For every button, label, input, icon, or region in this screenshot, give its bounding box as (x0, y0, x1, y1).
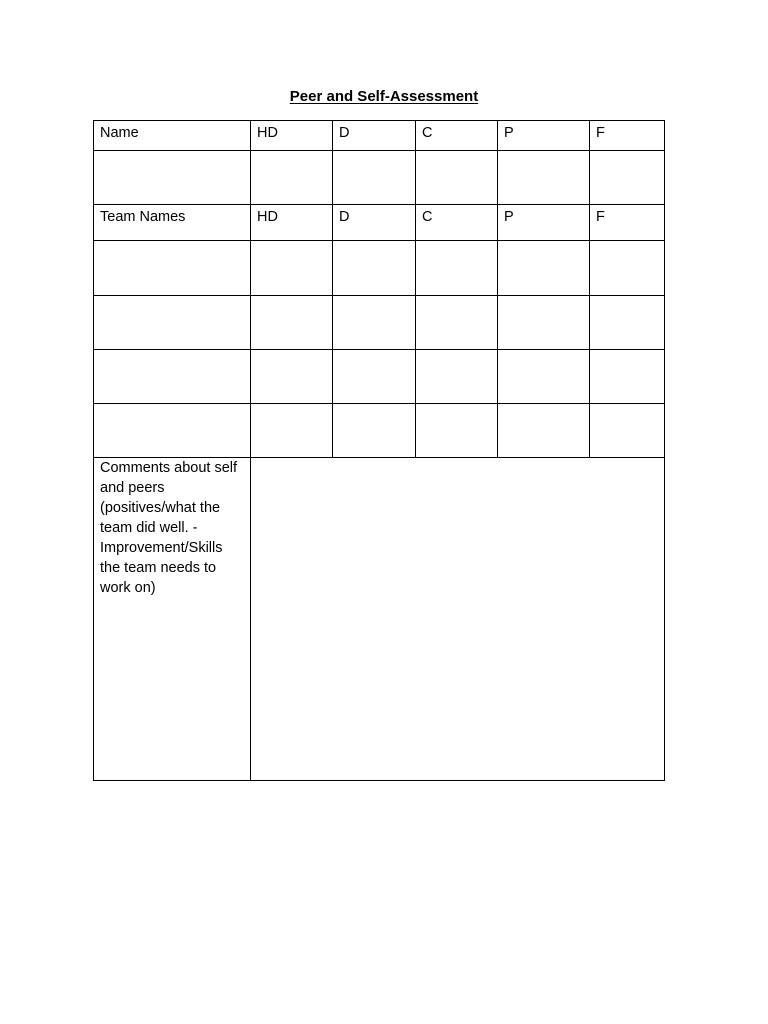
self-name-cell[interactable] (94, 151, 251, 205)
team-member-name-cell[interactable] (94, 350, 251, 404)
assessment-table (93, 120, 665, 781)
team-grade-header-f: F (590, 205, 665, 241)
team-member-row (94, 296, 665, 350)
team-member-grade-f-cell[interactable] (590, 404, 665, 458)
team-member-grade-f-cell[interactable] (590, 350, 665, 404)
comments-entry-cell[interactable] (251, 458, 665, 781)
grade-header-d: D (333, 121, 416, 151)
comments-row (94, 458, 665, 781)
team-member-row (94, 404, 665, 458)
team-grade-header-p: P (498, 205, 590, 241)
team-header-row (94, 205, 665, 241)
team-names-header-cell: Team Names (94, 205, 251, 241)
team-member-grade-d-cell[interactable] (333, 296, 416, 350)
team-member-grade-p-cell[interactable] (498, 241, 590, 296)
self-grade-c-cell[interactable] (416, 151, 498, 205)
team-member-grade-p-cell[interactable] (498, 404, 590, 458)
team-member-grade-c-cell[interactable] (416, 350, 498, 404)
team-member-grade-d-cell[interactable] (333, 241, 416, 296)
team-grade-header-hd: HD (251, 205, 333, 241)
team-member-grade-c-cell[interactable] (416, 404, 498, 458)
team-member-grade-p-cell[interactable] (498, 296, 590, 350)
team-member-name-cell[interactable] (94, 296, 251, 350)
team-member-grade-hd-cell[interactable] (251, 404, 333, 458)
grade-header-p: P (498, 121, 590, 151)
team-member-name-cell[interactable] (94, 404, 251, 458)
team-grade-header-c: C (416, 205, 498, 241)
self-grade-hd-cell[interactable] (251, 151, 333, 205)
name-header-cell: Name (94, 121, 251, 151)
self-grade-p-cell[interactable] (498, 151, 590, 205)
self-entry-row (94, 151, 665, 205)
team-member-row (94, 241, 665, 296)
comments-label-cell: Comments about self and peers (positives/what the team did well. - Improvement/Skills the team needs to work on) (94, 458, 251, 781)
document-title: Peer and Self-Assessment (289, 88, 479, 105)
grade-header-c: C (416, 121, 498, 151)
team-member-grade-d-cell[interactable] (333, 404, 416, 458)
grade-header-hd: HD (251, 121, 333, 151)
team-member-grade-hd-cell[interactable] (251, 350, 333, 404)
team-member-name-cell[interactable] (94, 241, 251, 296)
team-member-grade-f-cell[interactable] (590, 241, 665, 296)
team-member-grade-c-cell[interactable] (416, 296, 498, 350)
team-member-grade-p-cell[interactable] (498, 350, 590, 404)
team-member-grade-f-cell[interactable] (590, 296, 665, 350)
team-member-grade-hd-cell[interactable] (251, 296, 333, 350)
grade-header-f: F (590, 121, 665, 151)
team-member-row (94, 350, 665, 404)
team-member-grade-hd-cell[interactable] (251, 241, 333, 296)
name-header-row (94, 121, 665, 151)
team-member-grade-d-cell[interactable] (333, 350, 416, 404)
team-grade-header-d: D (333, 205, 416, 241)
self-grade-d-cell[interactable] (333, 151, 416, 205)
self-grade-f-cell[interactable] (590, 151, 665, 205)
team-member-grade-c-cell[interactable] (416, 241, 498, 296)
